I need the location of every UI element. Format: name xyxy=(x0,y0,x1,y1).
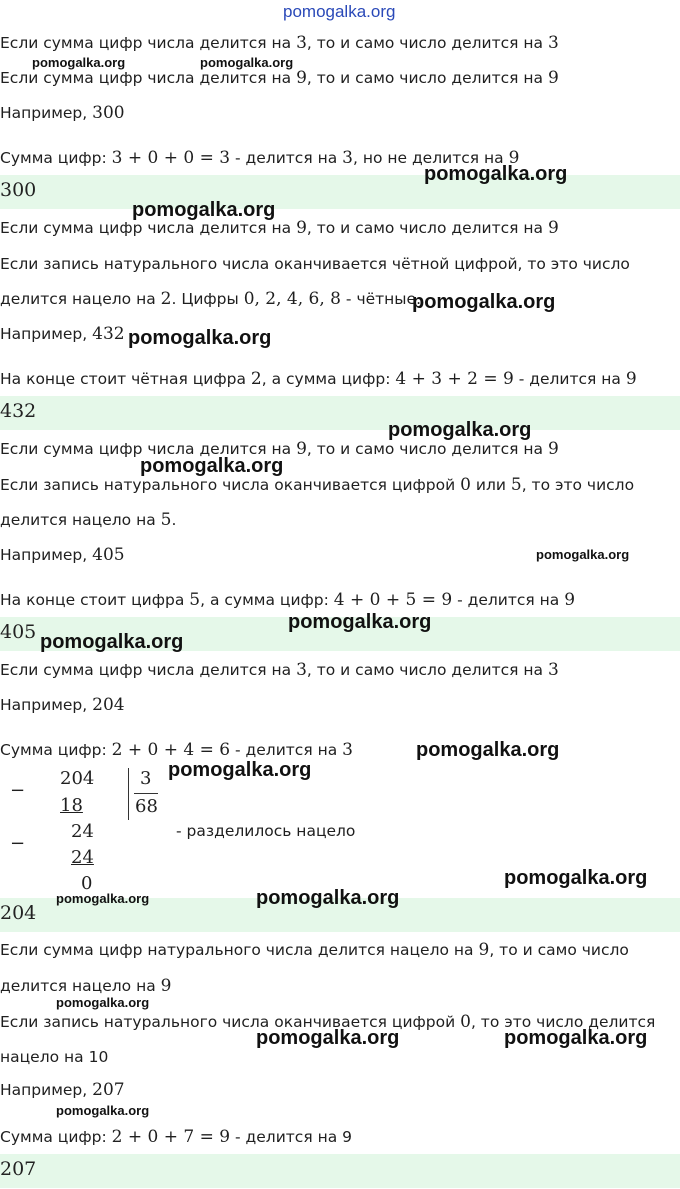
text-segment: Например, xyxy=(0,325,93,343)
quotient: 68 xyxy=(135,796,158,817)
dividend: 204 xyxy=(60,768,95,789)
text-segment: . xyxy=(171,511,177,529)
watermark: pomogalka.org xyxy=(32,55,126,70)
text-segment: Например, xyxy=(0,546,93,564)
math-expression: 3 xyxy=(296,33,307,53)
answer-band-300 xyxy=(0,175,680,209)
watermark: pomogalka.org xyxy=(256,887,400,909)
text-segment: Если сумма цифр числа делится на xyxy=(0,440,297,458)
math-expression: 9 xyxy=(296,68,307,88)
math-expression: 9 xyxy=(564,590,576,610)
watermark: pomogalka.org xyxy=(200,55,294,70)
watermark: pomogalka.org xyxy=(536,547,630,562)
sum-204 xyxy=(0,740,353,760)
text-segment: , то и само число делится на xyxy=(306,440,548,458)
text-segment: , то и само число делится на xyxy=(306,661,548,679)
text-segment: - делится на xyxy=(230,741,343,759)
math-expression: 3 + 0 + 0 = 3 xyxy=(111,148,231,168)
math-expression: 432 xyxy=(92,324,125,344)
text-segment: На конце стоит цифра xyxy=(0,591,190,609)
text-segment: делится нацело на xyxy=(0,977,161,995)
watermark: pomogalka.org xyxy=(412,291,556,313)
remainder-final: 0 xyxy=(81,873,93,894)
text-segment: , то и само число делится на xyxy=(306,219,548,237)
subtrahend-1: 18 xyxy=(60,795,83,816)
answer-204: 204 xyxy=(0,902,37,924)
math-expression: 2 + 0 + 7 = 9 xyxy=(111,1127,231,1147)
text-segment: - делится на xyxy=(230,149,343,167)
math-expression: 207 xyxy=(92,1080,125,1100)
text-segment: нацело на 10 xyxy=(0,1048,109,1066)
math-expression: 2 xyxy=(160,289,172,309)
division-bar xyxy=(128,768,129,820)
math-expression: 9 xyxy=(547,218,559,238)
math-expression: 0 xyxy=(460,1012,471,1032)
text-segment: - делится на xyxy=(452,591,565,609)
minus-2: − xyxy=(10,833,26,854)
example-207 xyxy=(0,1080,125,1100)
answer-405: 405 xyxy=(0,621,37,643)
rule-div10-b xyxy=(0,1048,108,1066)
text-segment: Если сумма цифр числа делится на xyxy=(0,219,297,237)
math-expression: 9 xyxy=(625,369,637,389)
text-segment: , а сумма цифр: xyxy=(261,370,396,388)
text-segment: Сумма цифр: xyxy=(0,149,112,167)
sum-405 xyxy=(0,590,575,610)
text-segment: - делится на xyxy=(513,370,626,388)
math-expression: 3 xyxy=(547,33,559,53)
text-segment: делится нацело на xyxy=(0,290,161,308)
sum-207 xyxy=(0,1127,352,1147)
math-expression: 5 xyxy=(160,510,172,530)
rule-div9 xyxy=(0,68,559,88)
remainder-1: 24 xyxy=(71,821,94,842)
division-note: - разделилось нацело xyxy=(176,822,356,840)
watermark: pomogalka.org xyxy=(416,739,560,761)
watermark: pomogalka.org xyxy=(424,163,568,185)
rule-div5-b xyxy=(0,510,176,530)
text-segment: , а сумма цифр: xyxy=(200,591,334,609)
text-segment: Если запись натурального числа оканчивается цифрой xyxy=(0,476,461,494)
answer-300: 300 xyxy=(0,179,37,201)
text-segment: , то и само число xyxy=(489,941,629,959)
rule-div9-b xyxy=(0,218,559,238)
math-expression: 9 xyxy=(478,940,490,960)
math-expression: 5 xyxy=(189,590,201,610)
text-segment: На конце стоит чётная цифра xyxy=(0,370,251,388)
watermark: pomogalka.org xyxy=(168,759,312,781)
text-segment: , то это число делится xyxy=(470,1013,656,1031)
text-segment: Например, xyxy=(0,104,93,122)
watermark: pomogalka.org xyxy=(504,1027,648,1049)
text-segment: Например, xyxy=(0,696,93,714)
quotient-line xyxy=(134,793,158,794)
math-expression: 0, 2, 4, 6, 8 xyxy=(243,289,341,309)
text-segment: - чётные. xyxy=(341,290,422,308)
math-expression: 3 xyxy=(547,660,559,680)
text-segment: Сумма цифр: xyxy=(0,1128,112,1146)
rule-div2-a xyxy=(0,255,630,273)
rule-div3 xyxy=(0,33,559,53)
watermark: pomogalka.org xyxy=(288,611,432,633)
watermark: pomogalka.org xyxy=(504,867,648,889)
watermark: pomogalka.org xyxy=(140,455,284,477)
math-expression: 4 + 0 + 5 = 9 xyxy=(333,590,453,610)
rule-div3-b xyxy=(0,660,559,680)
watermark: pomogalka.org xyxy=(56,995,150,1010)
text-segment: Если сумма цифр числа делится на xyxy=(0,69,297,87)
example-300 xyxy=(0,103,125,123)
text-segment: , то и само число делится на xyxy=(306,34,548,52)
text-segment: делится нацело на xyxy=(0,511,161,529)
rule-div9-d-b xyxy=(0,976,171,996)
math-expression: 9 xyxy=(296,439,307,459)
math-expression: 3 xyxy=(342,740,353,760)
watermark: pomogalka.org xyxy=(56,891,150,906)
math-expression: 5 xyxy=(510,475,522,495)
text-segment: Если сумма цифр числа делится на xyxy=(0,34,297,52)
math-expression: 3 xyxy=(296,660,307,680)
text-segment: Если запись натурального числа оканчивается цифрой xyxy=(0,1013,461,1031)
math-expression: 9 xyxy=(296,218,307,238)
watermark: pomogalka.org xyxy=(256,1027,400,1049)
watermark: pomogalka.org xyxy=(56,1103,150,1118)
example-405 xyxy=(0,545,125,565)
math-expression: 9 xyxy=(547,68,559,88)
text-segment: Если запись натурального числа оканчивается чётной цифрой, то это число xyxy=(0,255,630,273)
text-segment: . Цифры xyxy=(171,290,244,308)
answer-432: 432 xyxy=(0,400,37,422)
text-segment: Например, xyxy=(0,1081,93,1099)
text-segment: или xyxy=(470,476,511,494)
math-expression: 9 xyxy=(547,439,559,459)
text-segment: , то это число xyxy=(521,476,635,494)
watermark-top: pomogalka.org xyxy=(283,2,396,21)
answer-band-207 xyxy=(0,1154,680,1188)
math-expression: 3 xyxy=(342,148,353,168)
minus-1: − xyxy=(10,780,26,801)
math-expression: 9 xyxy=(508,148,520,168)
sum-432 xyxy=(0,369,637,389)
divisor: 3 xyxy=(140,768,152,789)
math-expression: 405 xyxy=(92,545,125,565)
subtrahend-2: 24 xyxy=(71,847,94,868)
math-expression: 4 + 3 + 2 = 9 xyxy=(395,369,514,389)
math-expression: 2 + 0 + 4 = 6 xyxy=(111,740,231,760)
example-432 xyxy=(0,324,125,344)
math-expression: 300 xyxy=(92,103,125,123)
text-segment: - делится на 9 xyxy=(230,1128,352,1146)
text-segment: , то и само число делится на xyxy=(306,69,548,87)
text-segment: Сумма цифр: xyxy=(0,741,112,759)
rule-div9-d-a xyxy=(0,940,629,960)
watermark: pomogalka.org xyxy=(388,419,532,441)
math-expression: 9 xyxy=(160,976,172,996)
watermark: pomogalka.org xyxy=(128,327,272,349)
answer-band-432 xyxy=(0,396,680,430)
text-segment: Если сумма цифр натурального числа делится нацело на xyxy=(0,941,479,959)
math-expression: 0 xyxy=(460,475,471,495)
answer-207: 207 xyxy=(0,1158,37,1180)
math-expression: 204 xyxy=(92,695,125,715)
rule-div2-b xyxy=(0,289,421,309)
text-segment: Если сумма цифр числа делится на xyxy=(0,661,297,679)
example-204 xyxy=(0,695,125,715)
watermark: pomogalka.org xyxy=(132,199,276,221)
math-expression: 2 xyxy=(250,369,262,389)
rule-div5-a xyxy=(0,475,634,495)
text-segment: , но не делится на xyxy=(352,149,509,167)
watermark: pomogalka.org xyxy=(40,631,184,653)
